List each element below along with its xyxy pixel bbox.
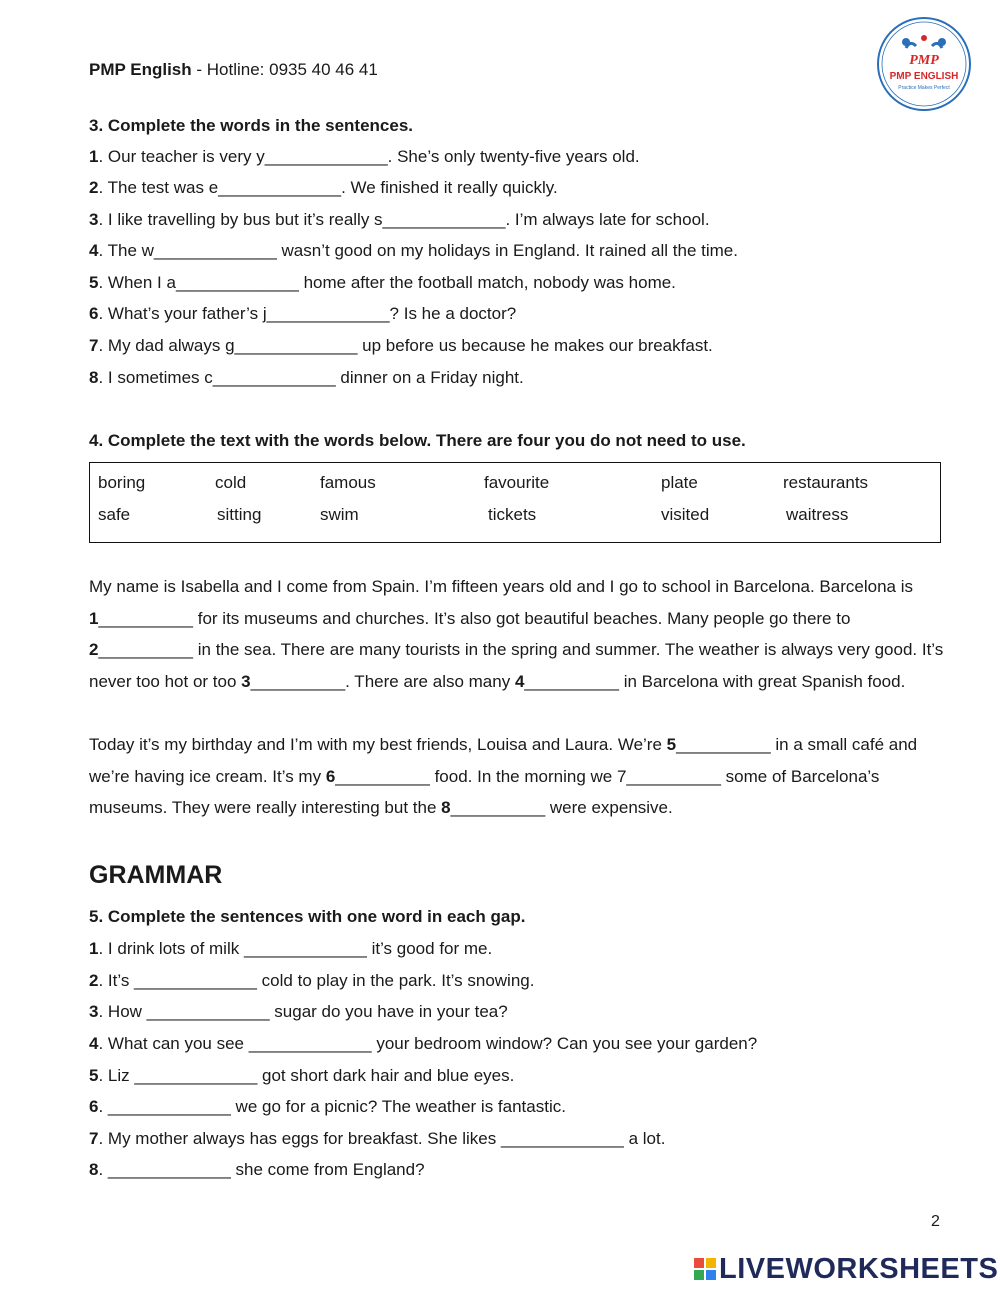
gap-number: 8 xyxy=(441,798,451,817)
item-number: 5 xyxy=(89,273,99,292)
word-bank xyxy=(89,462,941,543)
item-text: . The w_____________ wasn’t good on my holidays in England. It rained all the time. xyxy=(98,241,738,260)
word-bank-item: sitting xyxy=(217,505,262,524)
item-number: 1 xyxy=(89,147,99,166)
word-bank-item: visited xyxy=(661,505,710,524)
logo-tagline: Practice Makes Perfect xyxy=(898,85,950,91)
item-text: . The test was e_____________. We finished it really quickly. xyxy=(98,178,558,197)
page-number: 2 xyxy=(931,1213,940,1230)
pmp-logo xyxy=(876,16,972,112)
header xyxy=(89,60,378,80)
word-bank-item: boring xyxy=(98,473,146,492)
section5-item xyxy=(89,939,492,959)
section4-title: 4. Complete the text with the words below. There are four you do not need to use. xyxy=(89,431,746,450)
item-text: . My mother always has eggs for breakfast. She likes _____________ a lot. xyxy=(98,1129,666,1148)
section5-item xyxy=(89,1129,665,1149)
reading-paragraph-2 xyxy=(89,729,949,824)
section5-item xyxy=(89,1066,514,1086)
word-bank-item: famous xyxy=(320,473,376,492)
item-text: . What’s your father’s j_____________? Is he a doctor? xyxy=(98,304,517,323)
section3-item xyxy=(89,368,524,388)
gap-number: 3 xyxy=(241,671,251,691)
section3-item xyxy=(89,210,710,230)
text-run: __________ were expensive. xyxy=(450,798,673,817)
text-run: __________ food. In the morning we 7__________ some of Barcelona’s museums. They were really interesting but the xyxy=(89,766,880,817)
item-number: 2 xyxy=(89,178,99,197)
section5-title: 5. Complete the sentences with one word in each gap. xyxy=(89,907,526,926)
logo-mark: PMP xyxy=(909,53,939,68)
section3-title: 3. Complete the words in the sentences. xyxy=(89,116,414,135)
hotline: - Hotline: 0935 40 46 41 xyxy=(191,60,378,79)
item-text: . It’s _____________ cold to play in the park. It’s snowing. xyxy=(98,971,535,990)
text-run: __________ for its museums and churches. It’s also got beautiful beaches. Many people go there to xyxy=(98,608,851,628)
item-text: . I drink lots of milk _____________ it’s good for me. xyxy=(98,939,493,958)
gap-number: 6 xyxy=(325,766,336,786)
section5-item xyxy=(89,1097,566,1117)
text-run: My name is Isabella and I come from Spain. I’m fifteen years old and I go to school in Barcelona. Barcelona is xyxy=(89,577,913,596)
item-number: 1 xyxy=(89,939,99,958)
section3-item xyxy=(89,304,516,324)
item-number: 8 xyxy=(89,1160,99,1179)
text-run: __________ in the sea. There are many tourists in the spring and summer. The weather is always very good. It’s never too hot or too xyxy=(89,640,944,691)
item-text: . I like travelling by bus but it’s really s_____________. I’m always late for school. xyxy=(98,210,710,229)
item-number: 6 xyxy=(89,304,99,323)
word-bank-item: cold xyxy=(215,473,247,492)
word-bank-item: safe xyxy=(98,505,131,524)
text-run: __________. There are also many xyxy=(250,671,515,691)
text-run: __________ in Barcelona with great Spanish food. xyxy=(524,671,906,691)
reading-paragraph-1 xyxy=(89,571,949,697)
item-number: 2 xyxy=(89,971,99,990)
item-number: 4 xyxy=(89,1034,99,1053)
logo-title: PMP ENGLISH xyxy=(889,71,959,82)
item-number: 6 xyxy=(89,1097,99,1116)
section5-item xyxy=(89,1034,757,1054)
item-number: 7 xyxy=(89,1129,99,1148)
gap-number: 1 xyxy=(89,608,99,628)
item-text: . When I a_____________ home after the football match, nobody was home. xyxy=(98,273,676,292)
item-number: 3 xyxy=(89,1002,99,1021)
item-text: . _____________ she come from England? xyxy=(98,1160,425,1179)
gap-number: 5 xyxy=(666,735,677,754)
word-bank-item: waitress xyxy=(786,505,849,524)
item-text: . How _____________ sugar do you have in your tea? xyxy=(98,1002,508,1021)
item-number: 8 xyxy=(89,368,99,387)
word-bank-item: tickets xyxy=(488,505,537,524)
word-bank-item: restaurants xyxy=(783,473,869,492)
item-number: 3 xyxy=(89,210,99,229)
section3-item xyxy=(89,178,558,198)
item-text: . _____________ we go for a picnic? The weather is fantastic. xyxy=(98,1097,566,1116)
text-run: __________ in a small café and we’re having ice cream. It’s my xyxy=(89,735,918,786)
section5-item xyxy=(89,1160,425,1180)
item-text: . I sometimes c_____________ dinner on a Friday night. xyxy=(98,368,524,387)
word-bank-item: swim xyxy=(320,505,359,524)
liveworksheets-icon xyxy=(693,1257,717,1281)
word-bank-item: favourite xyxy=(484,473,550,492)
text-run: Today it’s my birthday and I’m with my best friends, Louisa and Laura. We’re xyxy=(89,735,667,754)
item-number: 5 xyxy=(89,1066,99,1085)
item-text: . Our teacher is very y_____________. She’s only twenty-five years old. xyxy=(98,147,640,166)
item-text: . What can you see _____________ your bedroom window? Can you see your garden? xyxy=(98,1034,758,1053)
item-number: 7 xyxy=(89,336,99,355)
section3-item xyxy=(89,336,713,356)
item-number: 4 xyxy=(89,241,99,260)
section5-item xyxy=(89,1002,508,1022)
word-bank-item: plate xyxy=(661,473,698,492)
liveworksheets-logo[interactable] xyxy=(693,1253,998,1285)
section3-item xyxy=(89,241,738,261)
item-text: . My dad always g_____________ up before us because he makes our breakfast. xyxy=(98,336,713,355)
item-text: . Liz _____________ got short dark hair and blue eyes. xyxy=(98,1066,515,1085)
section5-item xyxy=(89,971,534,991)
grammar-heading: GRAMMAR xyxy=(89,861,223,889)
gap-number: 2 xyxy=(89,640,99,659)
section3-item xyxy=(89,273,676,293)
liveworksheets-text: LIVEWORKSHEETS xyxy=(719,1252,999,1285)
gap-number: 4 xyxy=(514,671,525,691)
brand-name: PMP English xyxy=(89,60,192,79)
section3-item xyxy=(89,147,640,167)
